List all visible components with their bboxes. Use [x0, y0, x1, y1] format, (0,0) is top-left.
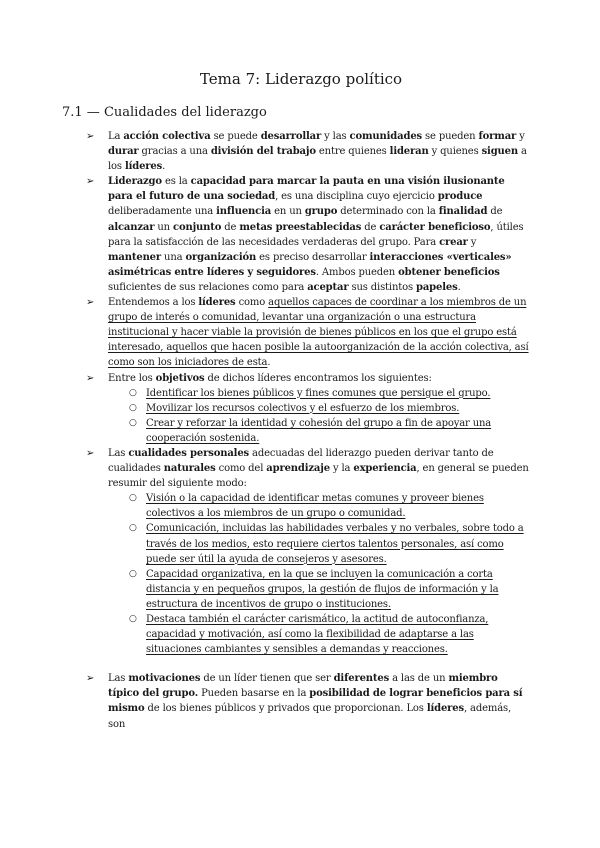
bold-term: durar	[108, 146, 139, 158]
sub-item-objetivo-1	[72, 386, 530, 401]
text-run: de un líder tienen que ser	[200, 673, 334, 685]
underlined-text: Destaca también el carácter carismático, la actitud de autoconfianza, capacidad y motivación, así como la flexibilidad de adaptarse a las situaciones cambiantes y sensibles a demandas y reacciones.	[146, 614, 489, 656]
text-run: determinado con la	[337, 206, 439, 218]
text-run: Entendemos a los	[108, 297, 199, 309]
text-run: de	[361, 221, 380, 233]
section-heading: 7.1 — Cualidades del liderazgo	[62, 105, 267, 120]
sub-item-text	[146, 418, 491, 444]
paragraph-text	[108, 176, 523, 293]
bold-term: líderes	[124, 161, 163, 173]
bold-term: Liderazgo	[108, 176, 162, 188]
sub-item-cualidad-4	[72, 612, 530, 657]
text-run: suficientes de sus relaciones como para	[108, 281, 308, 293]
text-run: Las	[108, 673, 129, 685]
bold-term: cualidades personales	[128, 447, 250, 459]
text-run: a los	[108, 146, 527, 173]
bold-term: organización	[185, 251, 257, 263]
bullet-lideres	[72, 295, 530, 370]
text-run: y las	[321, 131, 350, 142]
bold-term: interacciones «verticales» asimétricas entre líderes y seguidores	[108, 251, 512, 278]
bold-term: formar	[478, 131, 517, 142]
arrow-bullet-icon: ➢	[86, 297, 95, 309]
arrow-bullet-icon: ➢	[86, 131, 95, 142]
underlined-text: Comunicación, incluidas las habilidades verbales y no verbales, sobre todo a través de los medios, esto requiere ciertos talentos personales, así como puede ser útil la ayuda de consejeros y asesores.	[146, 523, 524, 565]
bold-term: naturales	[163, 463, 216, 475]
text-run: .	[267, 357, 271, 369]
text-run: se puede	[210, 131, 261, 142]
paragraph-text	[108, 448, 529, 489]
document-body	[72, 129, 530, 732]
underlined-text: aquellos capaces de coordinar a los miembros de un grupo de interés o comunidad, levantar una organización o una estructura institucional y hacer viable la provisión de bienes públicos en los que el grupo está interesado, aquellos que hacen posible la autoorganización de la acción colectiva, así como son los iniciadores de esta	[108, 297, 529, 369]
text-run: .	[162, 161, 166, 173]
text-run: a las de un	[389, 673, 449, 685]
arrow-bullet-icon: ➢	[86, 673, 95, 685]
text-run: , es una disciplina cuyo ejercicio	[275, 191, 438, 203]
bold-term: crear	[439, 236, 468, 248]
sub-item-text	[146, 523, 524, 564]
paragraph-text	[108, 297, 529, 368]
circle-bullet-icon: ○	[129, 568, 137, 579]
circle-bullet-icon: ○	[129, 523, 137, 534]
bold-term: miembro típico del grupo.	[108, 673, 498, 700]
bold-term: objetivos	[155, 372, 205, 384]
text-run: sus distintos	[348, 281, 417, 293]
text-run: de	[221, 221, 240, 233]
text-run: de	[487, 206, 503, 218]
circle-bullet-icon: ○	[129, 493, 137, 504]
bold-term: finalidad	[438, 206, 488, 218]
text-run: gracias a una	[138, 146, 211, 158]
text-run: y la	[329, 463, 354, 475]
paragraph-text	[108, 373, 432, 384]
bold-term: metas preestablecidas	[239, 221, 362, 233]
bold-term: aprendizaje	[266, 463, 330, 475]
text-run: una	[161, 251, 186, 263]
bold-term: desarrollar	[260, 131, 322, 142]
sub-item-text	[146, 493, 484, 519]
text-run: como del	[215, 463, 267, 475]
text-run: entre quienes	[315, 146, 390, 158]
bullet-definicion-liderazgo	[72, 174, 530, 295]
bold-term: alcanzar	[108, 221, 155, 233]
bold-term: lideran	[389, 146, 429, 158]
text-run: Las	[108, 447, 129, 459]
text-run: , además, son	[108, 703, 512, 730]
text-run: un	[154, 221, 173, 233]
sub-item-objetivo-3	[72, 416, 530, 446]
sub-item-text	[146, 614, 488, 655]
text-run: Entre los	[108, 372, 156, 384]
bold-term: posibilidad de lograr beneficios para sí mismo	[108, 688, 523, 715]
bold-term: acción colectiva	[123, 131, 211, 142]
text-run: de dichos líderes encontramos los siguientes:	[204, 372, 432, 384]
text-run: es la	[161, 176, 191, 188]
text-run: se pueden	[422, 131, 479, 142]
bold-term: comunidades	[349, 131, 423, 142]
text-run: . Ambos pueden	[315, 266, 399, 278]
text-run: Pueden basarse en la	[198, 688, 310, 700]
text-run: es preciso desarrollar	[256, 251, 370, 263]
bold-term: mantener	[108, 251, 162, 263]
bold-term: influencia	[216, 206, 272, 218]
bold-term: capacidad para marcar la pauta en una visión ilusionante para el futuro de una sociedad	[108, 176, 505, 203]
text-run: deliberadamente una	[108, 206, 217, 218]
text-run: , útiles para la satisfacción de las necesidades verdaderas del grupo. Para	[108, 221, 524, 248]
spacer	[72, 657, 530, 671]
underlined-text: Crear y reforzar la identidad y cohesión del grupo a fin de apoyar una cooperación sostenida.	[146, 417, 492, 444]
arrow-bullet-icon: ➢	[86, 176, 95, 188]
bullet-motivaciones	[72, 671, 530, 731]
bold-term: obtener beneficios	[398, 266, 500, 278]
bold-term: diferentes	[333, 673, 390, 685]
bold-term: grupo	[304, 206, 338, 218]
text-run: , en general se pueden resumir del siguiente modo:	[108, 463, 529, 490]
paragraph-text	[108, 673, 522, 729]
sub-item-cualidad-2	[72, 521, 530, 566]
arrow-bullet-icon: ➢	[86, 372, 95, 384]
text-run: y quienes	[428, 146, 482, 158]
bullet-cualidades-personales	[72, 446, 530, 491]
text-run: adecuadas del liderazgo pueden derivar tanto de cualidades	[108, 447, 494, 475]
underlined-text: Movilizar los recursos colectivos y el esfuerzo de los miembros.	[146, 402, 460, 414]
bold-term: líderes	[426, 703, 464, 715]
sub-item-cualidad-3	[72, 567, 530, 612]
arrow-bullet-icon: ➢	[86, 447, 95, 459]
sub-item-text	[146, 569, 498, 610]
underlined-text: Identificar los bienes públicos y fines comunes que persigue el grupo.	[146, 387, 491, 399]
bold-term: aceptar	[307, 281, 349, 293]
circle-bullet-icon: ○	[129, 417, 137, 428]
text-run: de los bienes públicos y privados que proporcionan. Los	[144, 703, 427, 715]
text-run: .	[457, 281, 461, 293]
sub-item-cualidad-1	[72, 491, 530, 521]
bold-term: división del trabajo	[210, 146, 316, 158]
bold-term: papeles	[416, 281, 458, 293]
sub-item-text	[146, 388, 490, 399]
bold-term: carácter beneficioso	[379, 221, 491, 233]
underlined-text: Capacidad organizativa, en la que se incluyen la comunicación a corta distancia y en pequeños grupos, la gestión de flujos de información y la estructura de incentivos de grupo o instituciones.	[146, 568, 499, 610]
bold-term: siguen	[481, 146, 519, 158]
text-run: y	[467, 236, 477, 248]
document-title: Tema 7: Liderazgo político	[199, 70, 403, 88]
bold-term: motivaciones	[128, 673, 201, 685]
bold-term: líderes	[198, 297, 236, 309]
bullet-accion-colectiva	[72, 129, 530, 174]
bold-term: conjunto	[173, 221, 222, 233]
text-run: La	[108, 131, 124, 142]
text-run: como	[235, 297, 269, 309]
sub-item-text	[146, 403, 459, 414]
bullet-objetivos	[72, 371, 530, 386]
text-run: y	[516, 131, 525, 142]
circle-bullet-icon: ○	[129, 387, 137, 398]
bold-term: experiencia	[353, 463, 417, 475]
circle-bullet-icon: ○	[129, 614, 137, 624]
circle-bullet-icon: ○	[129, 402, 137, 413]
paragraph-text	[108, 131, 527, 172]
underlined-text: Visión o la capacidad de identificar metas comunes y proveer bienes colectivos a los miembros de un grupo o comunidad.	[146, 493, 484, 520]
text-run: en un	[271, 206, 305, 218]
sub-item-objetivo-2	[72, 401, 530, 416]
bold-term: produce	[437, 191, 483, 203]
